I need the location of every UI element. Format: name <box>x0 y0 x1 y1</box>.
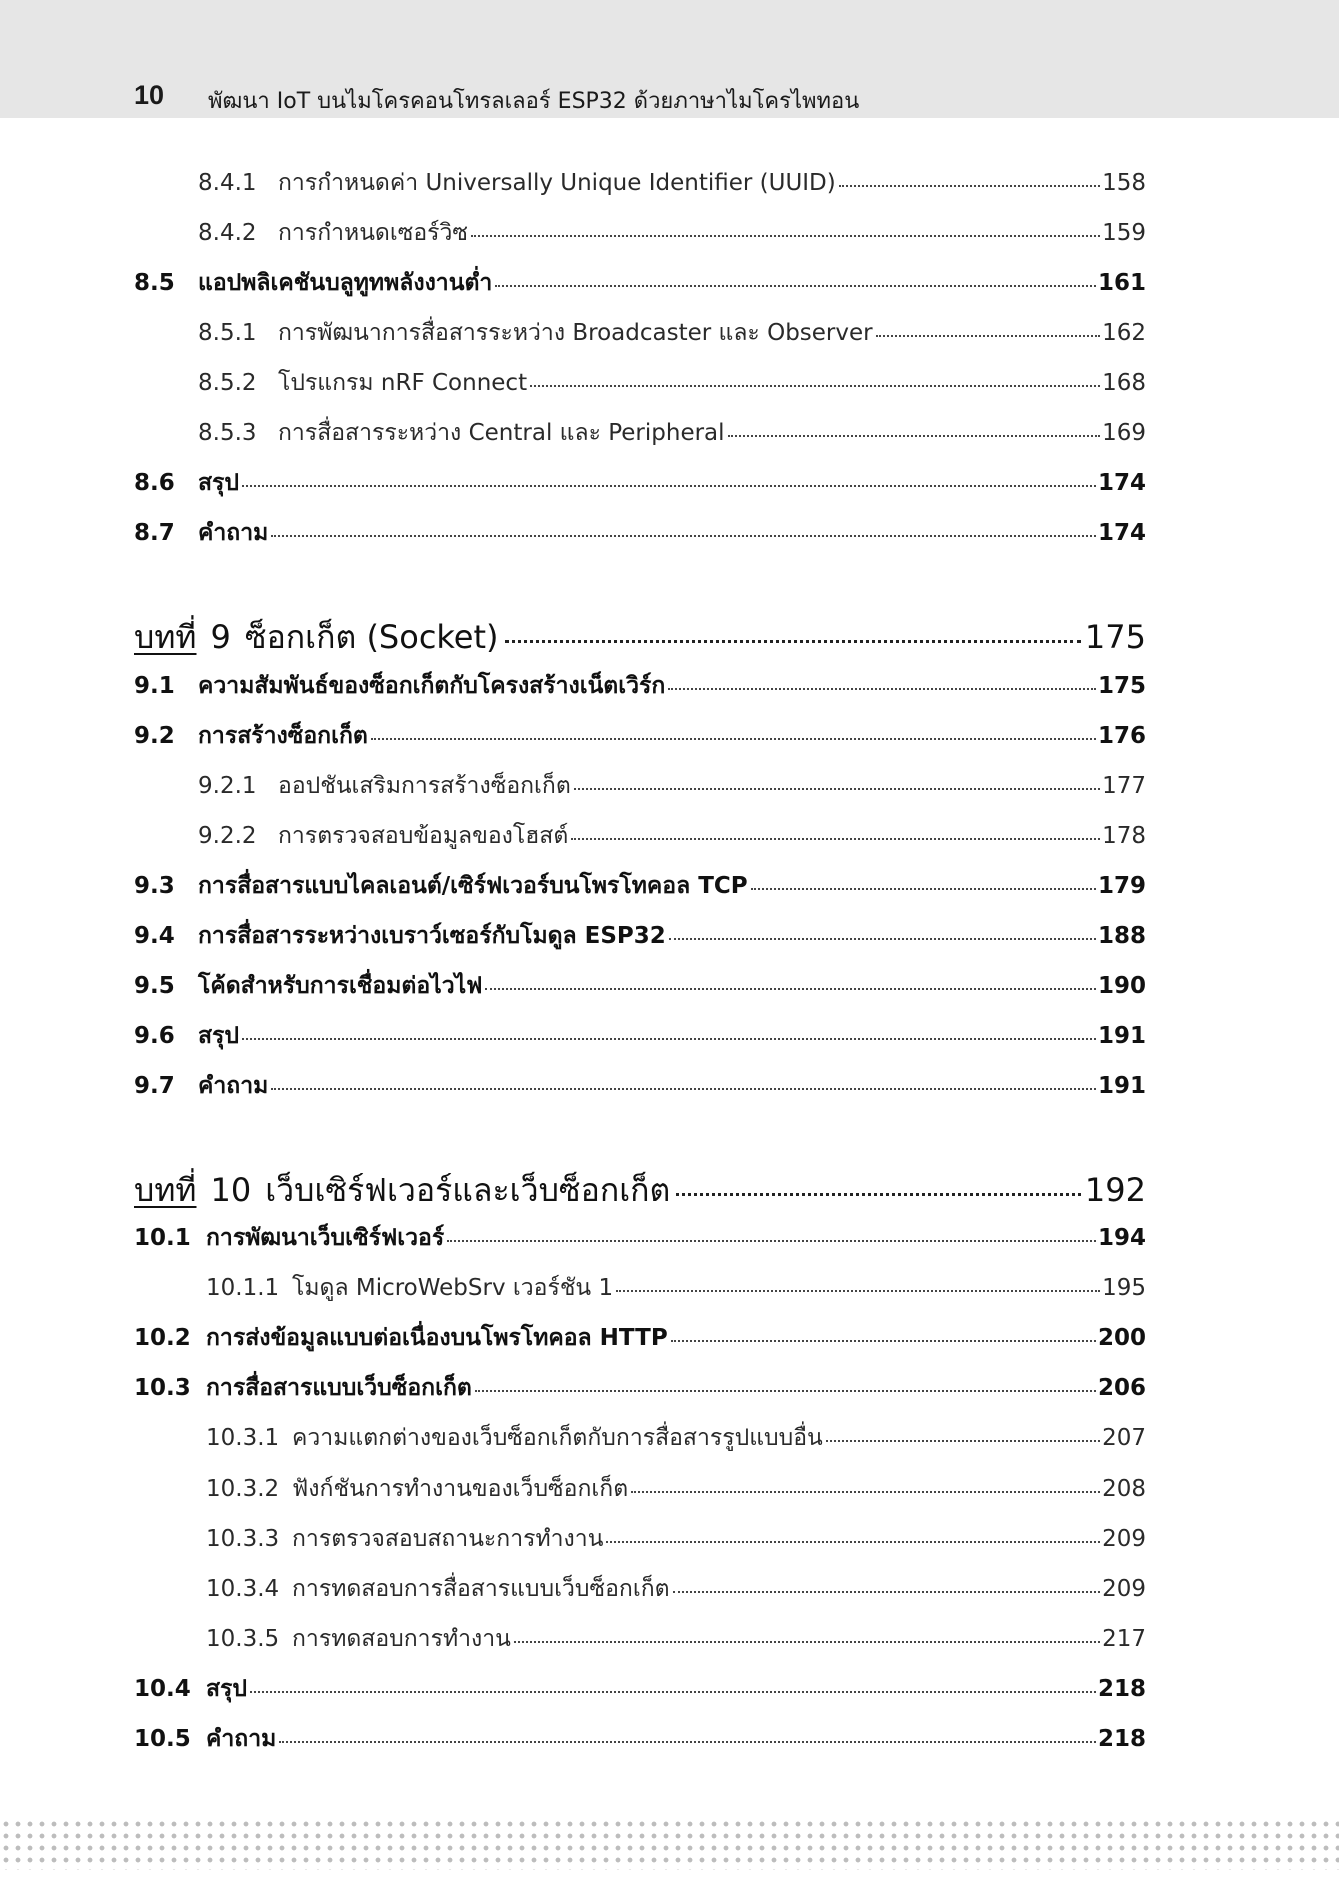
toc-subsection-row[interactable] <box>134 768 1146 804</box>
dot-leader <box>669 938 1096 940</box>
dot-leader <box>447 1240 1096 1242</box>
entry-number: 10.3.5 <box>206 1626 280 1652</box>
dot-leader <box>475 1390 1096 1392</box>
dot-leader <box>751 888 1096 890</box>
entry-title: การตรวจสอบสถานะการทำงาน <box>292 1526 604 1552</box>
page-ref: 195 <box>1102 1275 1146 1301</box>
toc-subsection-row[interactable] <box>134 165 1146 201</box>
entry-title: คำถาม <box>206 1726 277 1752</box>
page-ref: 208 <box>1102 1476 1146 1502</box>
dot-leader <box>271 1088 1096 1090</box>
page-ref: 177 <box>1102 773 1146 799</box>
page-ref: 175 <box>1097 673 1146 699</box>
toc-section-row[interactable] <box>134 968 1146 1004</box>
entry-title: การพัฒนาเว็บเซิร์ฟเวอร์ <box>206 1225 445 1251</box>
dot-leader <box>495 285 1096 287</box>
entry-title: โปรแกรม nRF Connect <box>278 370 528 396</box>
entry-number: 10.3.2 <box>206 1476 280 1502</box>
entry-number: 8.5.1 <box>198 320 257 346</box>
entry-title: การตรวจสอบข้อมูลของโฮสต์ <box>278 823 569 849</box>
toc-section-row[interactable] <box>134 515 1146 551</box>
toc-subsection-row[interactable] <box>134 1571 1146 1607</box>
dot-leader <box>471 235 1100 237</box>
chapter-label: บทที่ <box>134 618 197 656</box>
toc-subsection-row[interactable] <box>134 1621 1146 1657</box>
entry-number: 10.3.3 <box>206 1526 280 1552</box>
page-ref: 168 <box>1102 370 1146 396</box>
dot-leader <box>668 688 1096 690</box>
chapter-heading[interactable] <box>134 1165 1146 1215</box>
dot-leader <box>606 1541 1100 1543</box>
toc-section-row[interactable] <box>134 1068 1146 1104</box>
dot-leader <box>671 1340 1096 1342</box>
entry-title: การสื่อสารแบบเว็บซ็อกเก็ต <box>206 1375 472 1401</box>
entry-title: ออปชันเสริมการสร้างซ็อกเก็ต <box>278 773 571 799</box>
dot-leader <box>571 838 1100 840</box>
entry-number: 10.1 <box>134 1225 191 1251</box>
entry-number: 8.6 <box>134 470 175 496</box>
entry-title: สรุป <box>198 470 239 496</box>
toc-section-row[interactable] <box>134 718 1146 754</box>
page-ref: 159 <box>1102 220 1146 246</box>
toc-subsection-row[interactable] <box>134 1270 1146 1306</box>
entry-number: 8.4.1 <box>198 170 257 196</box>
page-ref: 176 <box>1097 723 1146 749</box>
dot-leader <box>574 788 1100 790</box>
entry-title: การสื่อสารแบบไคลเอนต์/เซิร์ฟเวอร์บนโพรโทคอล TCP <box>198 873 748 899</box>
dot-leader <box>530 385 1100 387</box>
page-ref: 162 <box>1102 320 1146 346</box>
page-ref: 217 <box>1102 1626 1146 1652</box>
page-ref: 200 <box>1097 1325 1146 1351</box>
toc-subsection-row[interactable] <box>134 215 1146 251</box>
entry-number: 9.4 <box>134 923 175 949</box>
entry-title: การกำหนดเซอร์วิซ <box>278 220 469 246</box>
dot-leader <box>514 1641 1100 1643</box>
toc-section-row[interactable] <box>134 1370 1146 1406</box>
toc-subsection-row[interactable] <box>134 1420 1146 1456</box>
entry-title: ฟังก์ชันการทำงานของเว็บซ็อกเก็ต <box>292 1476 629 1502</box>
entry-number: 9.1 <box>134 673 175 699</box>
entry-title: การกำหนดค่า Universally Unique Identifier (UUID) <box>278 170 836 196</box>
page-ref: 158 <box>1102 170 1146 196</box>
toc-subsection-row[interactable] <box>134 365 1146 401</box>
entry-number: 9.2.1 <box>198 773 257 799</box>
entry-title: ความแตกต่างของเว็บซ็อกเก็ตกับการสื่อสารรูปแบบอื่น <box>292 1425 823 1451</box>
entry-number: 8.5 <box>134 270 175 296</box>
page-ref: 179 <box>1097 873 1146 899</box>
dot-leader <box>631 1491 1100 1493</box>
page-ref: 175 <box>1084 618 1146 656</box>
entry-title: ความสัมพันธ์ของซ็อกเก็ตกับโครงสร้างเน็ตเวิร์ก <box>198 673 666 699</box>
chapter-title: ซ็อกเก็ต (Socket) <box>244 618 499 656</box>
dot-leader <box>242 485 1096 487</box>
chapter-title: เว็บเซิร์ฟเวอร์และเว็บซ็อกเก็ต <box>265 1171 671 1209</box>
entry-title: การสร้างซ็อกเก็ต <box>198 723 368 749</box>
toc-section-row[interactable] <box>134 1671 1146 1707</box>
page-ref: 174 <box>1097 470 1146 496</box>
header-band <box>0 0 1339 118</box>
entry-number: 10.5 <box>134 1726 191 1752</box>
dot-leader <box>728 435 1101 437</box>
entry-number: 9.2.2 <box>198 823 257 849</box>
toc-section-row[interactable] <box>134 1220 1146 1256</box>
toc-subsection-row[interactable] <box>134 1471 1146 1507</box>
toc-subsection-row[interactable] <box>134 415 1146 451</box>
dot-leader <box>616 1290 1100 1292</box>
page-ref: 192 <box>1084 1171 1146 1209</box>
page-ref: 218 <box>1097 1726 1146 1752</box>
page-ref: 161 <box>1097 270 1146 296</box>
chapter-number: 10 <box>210 1171 252 1209</box>
entry-number: 9.5 <box>134 973 175 999</box>
page-ref: 169 <box>1102 420 1146 446</box>
toc-section-row[interactable] <box>134 265 1146 301</box>
chapter-heading[interactable] <box>134 612 1146 662</box>
entry-number: 10.3.1 <box>206 1425 280 1451</box>
toc-section-row[interactable] <box>134 1721 1146 1757</box>
dot-leader <box>271 535 1096 537</box>
toc-section-row[interactable] <box>134 465 1146 501</box>
dot-leader <box>676 1193 1081 1196</box>
page-ref: 178 <box>1102 823 1146 849</box>
entry-title: การทดสอบการสื่อสารแบบเว็บซ็อกเก็ต <box>292 1576 670 1602</box>
page-ref: 190 <box>1097 973 1146 999</box>
dot-leader <box>839 185 1100 187</box>
dot-leader <box>242 1038 1096 1040</box>
toc-section-row[interactable] <box>134 918 1146 954</box>
toc-section-row[interactable] <box>134 1018 1146 1054</box>
entry-title: สรุป <box>206 1676 247 1702</box>
dot-leader <box>826 1440 1100 1442</box>
dot-leader <box>250 1691 1096 1693</box>
entry-number: 8.7 <box>134 520 175 546</box>
entry-title: แอปพลิเคชันบลูทูทพลังงานต่ำ <box>198 270 493 296</box>
entry-title: การพัฒนาการสื่อสารระหว่าง Broadcaster และ Observer <box>278 320 873 346</box>
page-ref: 209 <box>1102 1526 1146 1552</box>
entry-title: การทดสอบการทำงาน <box>292 1626 511 1652</box>
dot-leader <box>485 988 1096 990</box>
entry-number: 10.3.4 <box>206 1576 280 1602</box>
page-ref: 206 <box>1097 1375 1146 1401</box>
toc-subsection-row[interactable] <box>134 818 1146 854</box>
entry-number: 9.3 <box>134 873 175 899</box>
entry-number: 9.7 <box>134 1073 175 1099</box>
dot-leader <box>673 1591 1101 1593</box>
page-ref: 218 <box>1097 1676 1146 1702</box>
dot-leader <box>371 738 1096 740</box>
page-ref: 188 <box>1097 923 1146 949</box>
toc-section-row[interactable] <box>134 668 1146 704</box>
running-header-title: พัฒนา IoT บนไมโครคอนโทรลเลอร์ ESP32 ด้วยภาษาไมโครไพทอน <box>208 89 860 114</box>
entry-number: 8.4.2 <box>198 220 257 246</box>
entry-number: 9.2 <box>134 723 175 749</box>
page-ref: 174 <box>1097 520 1146 546</box>
page-ref: 191 <box>1097 1023 1146 1049</box>
entry-title: โค้ดสำหรับการเชื่อมต่อไวไฟ <box>198 973 483 999</box>
page-ref: 207 <box>1102 1425 1146 1451</box>
entry-title: การสื่อสารระหว่างเบราว์เซอร์กับโมดูล ESP32 <box>198 923 666 949</box>
chapter-number: 9 <box>210 618 231 656</box>
dot-leader <box>876 335 1100 337</box>
page-ref: 209 <box>1102 1576 1146 1602</box>
entry-number: 10.1.1 <box>206 1275 280 1301</box>
footer-dot-pattern <box>0 1818 1339 1870</box>
entry-number: 8.5.3 <box>198 420 257 446</box>
entry-title: การสื่อสารระหว่าง Central และ Peripheral <box>278 420 725 446</box>
page-ref: 191 <box>1097 1073 1146 1099</box>
dot-leader <box>279 1741 1096 1743</box>
toc-section-row[interactable] <box>134 868 1146 904</box>
entry-title: คำถาม <box>198 520 269 546</box>
entry-number: 10.4 <box>134 1676 191 1702</box>
page-number: 10 <box>134 80 165 110</box>
entry-title: คำถาม <box>198 1073 269 1099</box>
entry-title: สรุป <box>198 1023 239 1049</box>
toc-subsection-row[interactable] <box>134 1521 1146 1557</box>
entry-number: 9.6 <box>134 1023 175 1049</box>
dot-leader <box>505 640 1081 643</box>
entry-number: 10.2 <box>134 1325 191 1351</box>
entry-number: 10.3 <box>134 1375 191 1401</box>
toc-section-row[interactable] <box>134 1320 1146 1356</box>
entry-title: การส่งข้อมูลแบบต่อเนื่องบนโพรโทคอล HTTP <box>206 1325 668 1351</box>
entry-title: โมดูล MicroWebSrv เวอร์ชัน 1 <box>292 1275 614 1301</box>
toc-subsection-row[interactable] <box>134 315 1146 351</box>
entry-number: 8.5.2 <box>198 370 257 396</box>
chapter-label: บทที่ <box>134 1171 197 1209</box>
page-ref: 194 <box>1097 1225 1146 1251</box>
